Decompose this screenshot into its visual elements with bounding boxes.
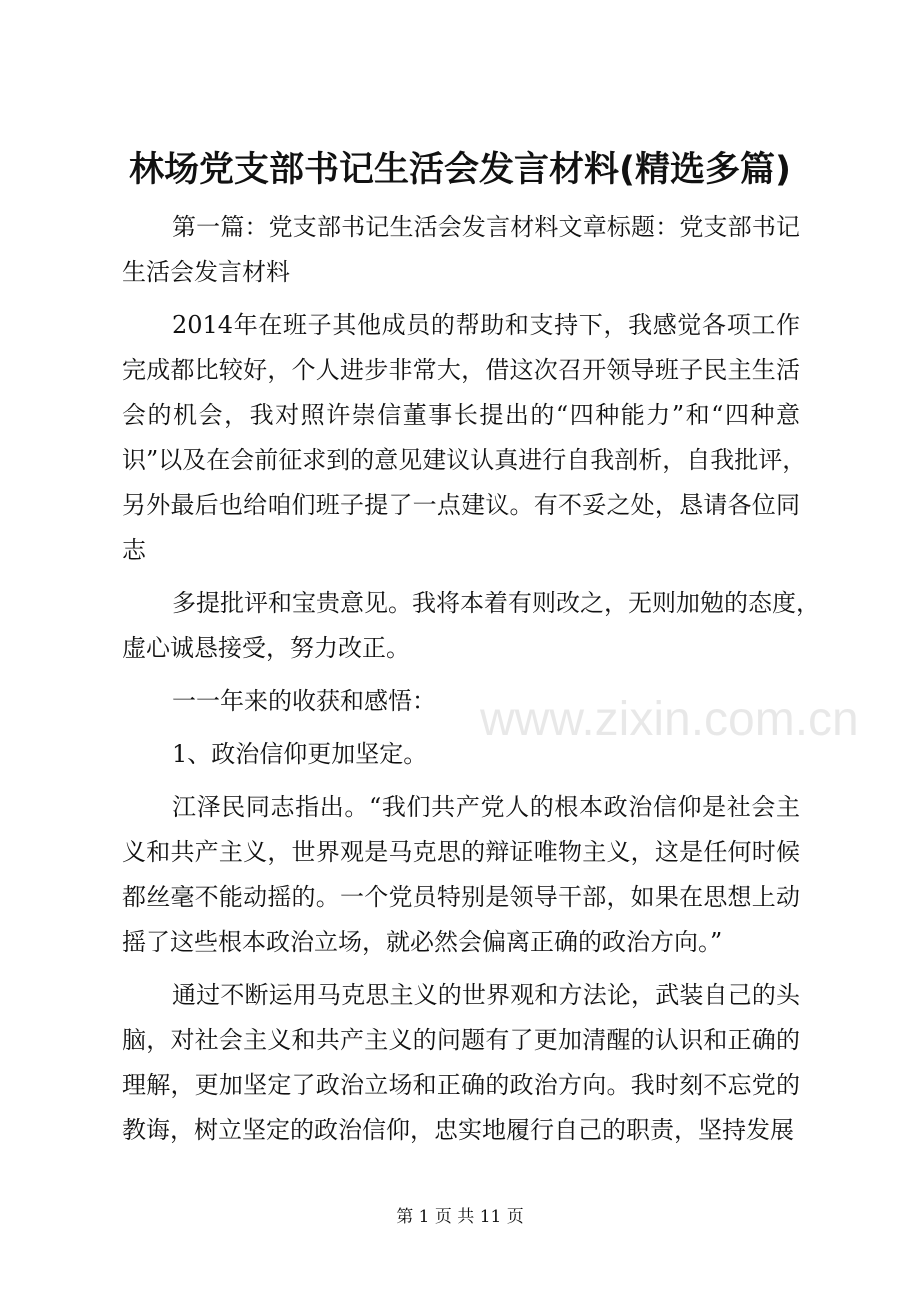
paragraph bbox=[122, 205, 800, 295]
watermark: www.zixin.com.cn bbox=[480, 693, 859, 746]
text-line: 虚心诚恳接受，努力改正。 bbox=[122, 634, 410, 662]
text-line: 一一年来的收获和感悟： bbox=[172, 687, 436, 715]
text-line: 义和共产主义，世界观是马克思的辩证唯物主义，这是任何时候 bbox=[122, 838, 800, 866]
paragraph bbox=[122, 785, 800, 965]
text-line: 江泽民同志指出。“我们共产党人的根本政治信仰是社会主 bbox=[172, 793, 800, 821]
page-footer: 第 1 页 共 11 页 bbox=[396, 1207, 524, 1227]
text-line: 都丝毫不能动摇的。一个党员特别是领导干部，如果在思想上动 bbox=[122, 883, 800, 911]
document-body bbox=[122, 205, 820, 1161]
text-line: 识”以及在会前征求到的意见建议认真进行自我剖析，自我批评， bbox=[122, 446, 807, 474]
paragraph bbox=[122, 581, 820, 671]
text-line: 会的机会，我对照许崇信董事长提出的“四种能力”和“四种意 bbox=[122, 401, 800, 429]
paragraph bbox=[122, 732, 800, 777]
text-line: 教诲，树立坚定的政治信仰，忠实地履行自己的职责，坚持发展 bbox=[122, 1116, 794, 1144]
text-line: 2014年在班子其他成员的帮助和支持下，我感觉各项工作 bbox=[172, 311, 800, 339]
text-line: 志 bbox=[122, 536, 146, 564]
text-line: 通过不断运用马克思主义的世界观和方法论，武装自己的头 bbox=[172, 981, 800, 1009]
document-title: 林场党支部书记生活会发言材料(精选多篇) bbox=[129, 150, 791, 190]
text-line: 多提批评和宝贵意见。我将本着有则改之，无则加勉的态度， bbox=[172, 589, 820, 617]
text-line: 另外最后也给咱们班子提了一点建议。有不妥之处，恳请各位同 bbox=[122, 491, 800, 519]
text-line: 第一篇：党支部书记生活会发言材料文章标题：党支部书记 bbox=[172, 213, 800, 241]
text-line: 1、政治信仰更加坚定。 bbox=[172, 740, 428, 768]
text-line: 生活会发言材料 bbox=[122, 258, 290, 286]
paragraph bbox=[122, 303, 807, 573]
paragraph bbox=[122, 973, 800, 1153]
text-line: 完成都比较好，个人进步非常大，借这次召开领导班子民主生活 bbox=[122, 356, 800, 384]
text-line: 脑，对社会主义和共产主义的问题有了更加清醒的认识和正确的 bbox=[122, 1026, 800, 1054]
text-line: 理解，更加坚定了政治立场和正确的政治方向。我时刻不忘党的 bbox=[122, 1071, 800, 1099]
text-line: 摇了这些根本政治立场，就必然会偏离正确的政治方向。” bbox=[122, 928, 723, 956]
paragraph bbox=[122, 679, 800, 724]
